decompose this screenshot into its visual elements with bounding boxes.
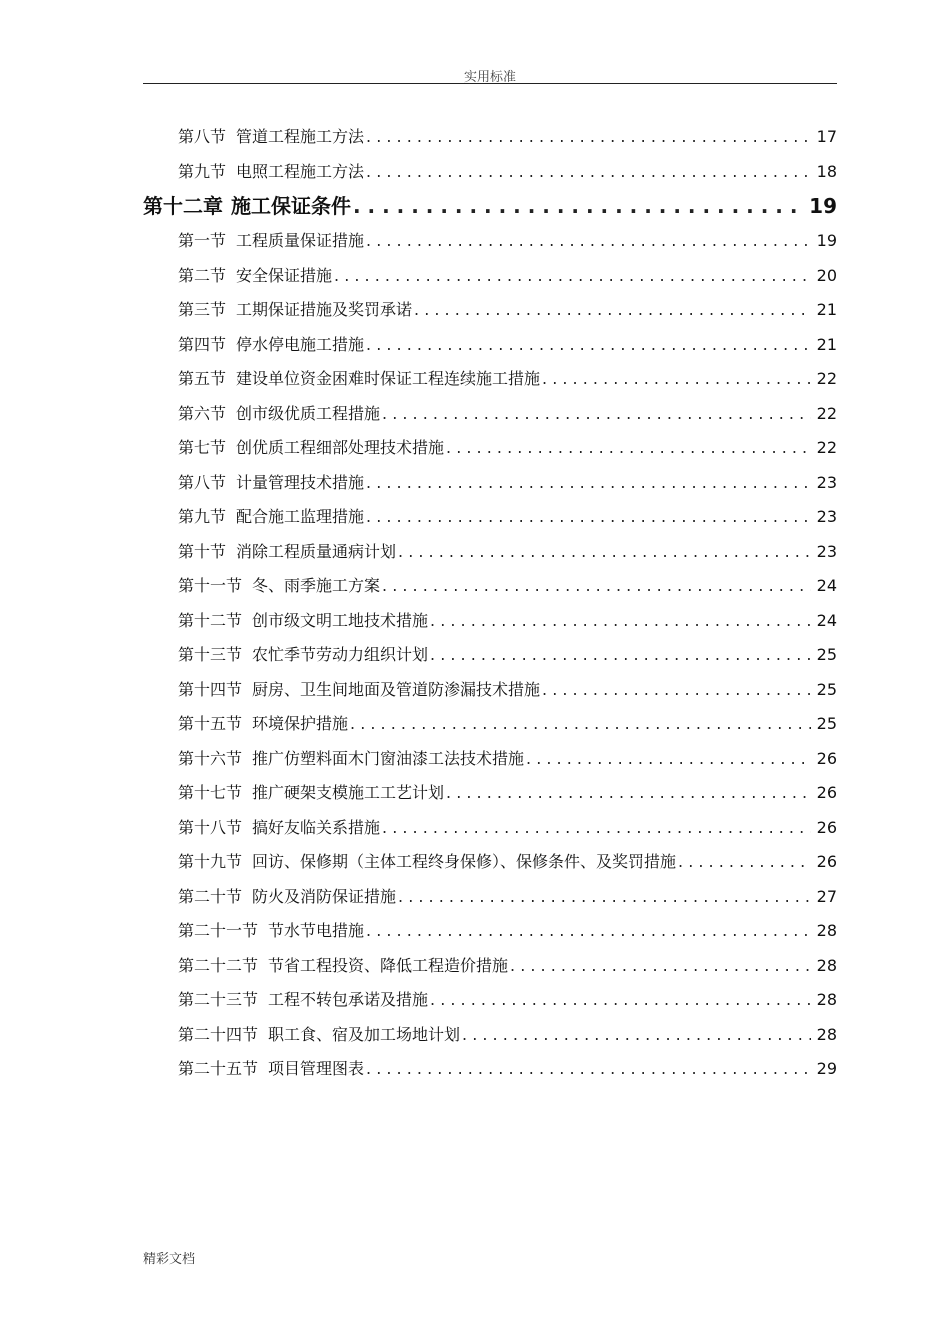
toc-entry-label: 第十二节 — [178, 610, 243, 630]
toc-section-entry[interactable] — [143, 224, 837, 259]
toc-entry-title: 建设单位资金困难时保证工程连续施工措施 — [236, 369, 541, 388]
toc-section-entry[interactable] — [143, 604, 837, 639]
toc-dot-leader — [542, 673, 811, 708]
toc-dot-leader — [366, 120, 811, 155]
toc-entry-label: 第三节 — [178, 300, 227, 319]
toc-dot-leader — [462, 1018, 811, 1053]
toc-page-number: 25 — [816, 645, 837, 664]
toc-section-entry[interactable] — [143, 1052, 837, 1087]
toc-page-number: 18 — [816, 161, 837, 181]
toc-page-number: 28 — [816, 990, 837, 1009]
toc-section-entry[interactable] — [143, 466, 837, 501]
toc-page-number: 25 — [816, 679, 837, 699]
header-rule — [143, 83, 837, 84]
toc-page-number: 20 — [816, 265, 837, 285]
toc-entry-title: 项目管理图表 — [268, 1059, 365, 1078]
toc-entry-title: 工程质量保证措施 — [236, 231, 365, 250]
toc-dot-leader — [366, 914, 811, 949]
toc-page-number: 23 — [816, 541, 837, 561]
toc-section-entry[interactable] — [143, 983, 837, 1018]
toc-entry-title: 创优质工程细部处理技术措施 — [236, 438, 445, 457]
toc-entry-label: 第四节 — [178, 334, 227, 354]
toc-entry-title: 施工保证条件 — [231, 194, 351, 218]
toc-dot-leader — [398, 535, 811, 570]
toc-entry-label: 第二十四节 — [178, 1024, 259, 1044]
toc-section-entry[interactable] — [143, 569, 837, 604]
toc-page-number: 22 — [816, 403, 837, 423]
toc-entry-title: 停水停电施工措施 — [236, 334, 365, 354]
toc-entry-label: 第十六节 — [178, 748, 243, 768]
toc-section-entry[interactable] — [143, 1018, 837, 1053]
toc-entry-label: 第五节 — [178, 369, 227, 388]
toc-entry-title: 防火及消防保证措施 — [252, 886, 397, 906]
toc-entry-label: 第九节 — [178, 507, 227, 526]
toc-dot-leader — [430, 604, 811, 639]
toc-entry-label: 第一节 — [178, 231, 227, 250]
toc-page-number: 21 — [816, 300, 837, 319]
toc-section-entry[interactable] — [143, 811, 837, 846]
toc-dot-leader — [446, 776, 811, 811]
toc-entry-title: 环境保护措施 — [252, 714, 349, 733]
toc-entry-label: 第二十五节 — [178, 1059, 259, 1078]
toc-entry-title: 搞好友临关系措施 — [252, 817, 381, 837]
toc-section-entry[interactable] — [143, 362, 837, 397]
toc-section-entry[interactable] — [143, 397, 837, 432]
toc-page-number: 29 — [816, 1059, 837, 1078]
toc-section-entry[interactable] — [143, 293, 837, 328]
toc-page-number: 27 — [816, 886, 837, 906]
toc-dot-leader — [678, 845, 811, 880]
toc-dot-leader — [350, 707, 811, 742]
toc-page-number: 19 — [809, 194, 837, 218]
toc-entry-label: 第二节 — [178, 265, 227, 285]
toc-entry-label: 第十节 — [178, 541, 227, 561]
toc-page-number: 21 — [816, 334, 837, 354]
toc-entry-title: 回访、保修期（主体工程终身保修）、保修条件、及奖罚措施 — [252, 852, 677, 871]
toc-dot-leader — [382, 811, 811, 846]
toc-chapter-entry[interactable] — [143, 189, 837, 224]
toc-entry-title: 农忙季节劳动力组织计划 — [252, 645, 429, 664]
toc-entry-title: 安全保证措施 — [236, 265, 333, 285]
toc-entry-title: 推广硬架支模施工工艺计划 — [252, 783, 445, 802]
running-footer: 精彩文档 — [143, 1252, 196, 1267]
toc-page-number: 28 — [816, 1024, 837, 1044]
toc-entry-title: 配合施工监理措施 — [236, 507, 365, 526]
toc-entry-title: 推广仿塑料面木门窗油漆工法技术措施 — [252, 748, 525, 768]
toc-page-number: 26 — [816, 817, 837, 837]
toc-entry-label: 第十一节 — [178, 576, 243, 595]
toc-page-number: 22 — [816, 438, 837, 457]
toc-section-entry[interactable] — [143, 328, 837, 363]
toc-section-entry[interactable] — [143, 949, 837, 984]
toc-section-entry[interactable] — [143, 500, 837, 535]
toc-page-number: 26 — [816, 783, 837, 802]
toc-entry-label: 第七节 — [178, 438, 227, 457]
table-of-contents — [143, 120, 837, 1087]
toc-dot-leader — [446, 431, 811, 466]
toc-entry-title: 冬、雨季施工方案 — [252, 576, 381, 595]
toc-section-entry[interactable] — [143, 880, 837, 915]
toc-page-number: 24 — [816, 610, 837, 630]
toc-page-number: 23 — [816, 472, 837, 492]
toc-dot-leader — [353, 189, 803, 224]
toc-entry-title: 职工食、宿及加工场地计划 — [268, 1024, 461, 1044]
toc-dot-leader — [382, 397, 811, 432]
toc-entry-label: 第二十三节 — [178, 990, 259, 1009]
toc-entry-title: 管道工程施工方法 — [236, 127, 365, 146]
toc-page-number: 25 — [816, 714, 837, 733]
toc-page-number: 19 — [816, 231, 837, 250]
toc-dot-leader — [366, 224, 811, 259]
toc-entry-label: 第二十二节 — [178, 955, 259, 975]
toc-entry-label: 第八节 — [178, 472, 227, 492]
toc-entry-label: 第十二章 — [143, 194, 223, 218]
toc-dot-leader — [542, 362, 811, 397]
toc-entry-title: 电照工程施工方法 — [236, 161, 365, 181]
toc-entry-label: 第二十一节 — [178, 921, 259, 940]
toc-section-entry[interactable] — [143, 845, 837, 880]
toc-page-number: 22 — [816, 369, 837, 388]
toc-entry-label: 第十七节 — [178, 783, 243, 802]
toc-entry-title: 创市级文明工地技术措施 — [252, 610, 429, 630]
toc-page-number: 26 — [816, 852, 837, 871]
toc-entry-title: 消除工程质量通病计划 — [236, 541, 397, 561]
toc-entry-label: 第十五节 — [178, 714, 243, 733]
toc-entry-title: 计量管理技术措施 — [236, 472, 365, 492]
toc-section-entry[interactable] — [143, 259, 837, 294]
toc-page-number: 26 — [816, 748, 837, 768]
toc-section-entry[interactable] — [143, 638, 837, 673]
toc-section-entry[interactable] — [143, 155, 837, 190]
toc-dot-leader — [398, 880, 811, 915]
toc-dot-leader — [366, 328, 811, 363]
toc-dot-leader — [382, 569, 811, 604]
toc-section-entry[interactable] — [143, 776, 837, 811]
toc-entry-label: 第十四节 — [178, 679, 243, 699]
toc-entry-label: 第八节 — [178, 127, 227, 146]
toc-section-entry[interactable] — [143, 707, 837, 742]
toc-entry-label: 第十九节 — [178, 852, 243, 871]
toc-dot-leader — [366, 155, 811, 190]
toc-entry-label: 第六节 — [178, 403, 227, 423]
toc-section-entry[interactable] — [143, 431, 837, 466]
toc-section-entry[interactable] — [143, 742, 837, 777]
toc-section-entry[interactable] — [143, 914, 837, 949]
toc-dot-leader — [366, 500, 811, 535]
toc-entry-label: 第九节 — [178, 161, 227, 181]
toc-page-number: 28 — [816, 921, 837, 940]
toc-dot-leader — [334, 259, 811, 294]
toc-dot-leader — [430, 983, 811, 1018]
toc-dot-leader — [414, 293, 811, 328]
toc-entry-label: 第十八节 — [178, 817, 243, 837]
toc-entry-title: 创市级优质工程措施 — [236, 403, 381, 423]
toc-entry-title: 工期保证措施及奖罚承诺 — [236, 300, 413, 319]
toc-dot-leader — [430, 638, 811, 673]
toc-page-number: 24 — [816, 576, 837, 595]
toc-page-number: 23 — [816, 507, 837, 526]
toc-page-number: 28 — [816, 955, 837, 975]
toc-entry-title: 节水节电措施 — [268, 921, 365, 940]
toc-section-entry[interactable] — [143, 673, 837, 708]
toc-section-entry[interactable] — [143, 535, 837, 570]
toc-dot-leader — [526, 742, 811, 777]
toc-entry-label: 第十三节 — [178, 645, 243, 664]
toc-entry-title: 节省工程投资、降低工程造价措施 — [268, 955, 509, 975]
toc-entry-label: 第二十节 — [178, 886, 243, 906]
running-header: 实用标准 — [463, 70, 516, 85]
toc-dot-leader — [366, 1052, 811, 1087]
toc-dot-leader — [366, 466, 811, 501]
toc-entry-title: 厨房、卫生间地面及管道防渗漏技术措施 — [252, 679, 541, 699]
toc-entry-title: 工程不转包承诺及措施 — [268, 990, 429, 1009]
toc-section-entry[interactable] — [143, 120, 837, 155]
toc-page-number: 17 — [816, 127, 837, 146]
toc-dot-leader — [510, 949, 811, 984]
